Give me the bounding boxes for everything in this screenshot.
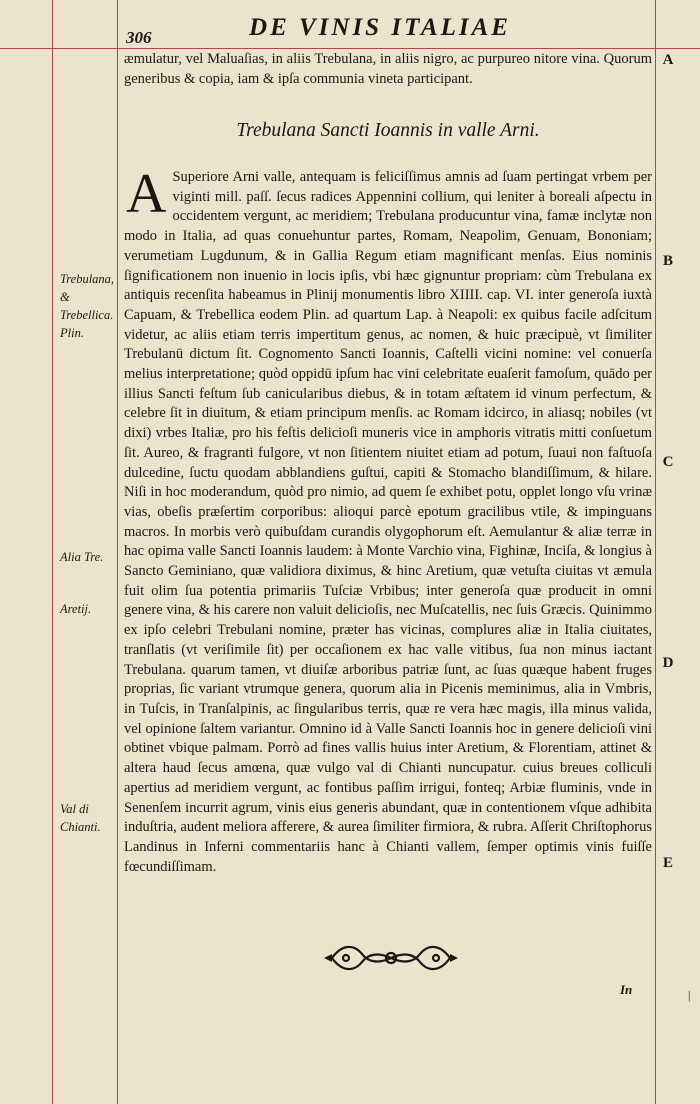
catchword: In (620, 982, 633, 997)
main-paragraph (124, 163, 652, 877)
page-number: 306 (126, 28, 152, 47)
marginal-note-aretij: Aretij. (60, 602, 92, 616)
decorative-ornament (322, 940, 460, 976)
marginal-note-alia-tre: Alia Tre. (60, 550, 104, 564)
margin-letter-e: E (662, 855, 673, 871)
right-margin-rule (655, 0, 656, 1104)
intro-paragraph: æmulatur, vel Maluaſias, in aliis Trebulana, in aliis nigro, ac purpureo nitore vina. Quorum generibus & copia, iam & ipſa communia vineta participant. (124, 51, 652, 87)
marginal-note-trebulana: Trebulana, & Trebellica. Plin. (60, 272, 115, 340)
header-rule (0, 48, 700, 49)
main-paragraph-text: Superiore Arni valle, antequam is feliciſſimus amnis ad ſuam pertingat vrbem per viginti mill. paſſ. ſecus radices Appennini collium, qui leniter à boreali aſpectu in occidentem vergunt, ac meridiem; Trebulana producuntur vina, famæ inclytæ non modo in Italia, ad quas conuehuntur partes, Romam, Neapolim, Genuam, Bononiam; verumetiam Lugdunum, & in Gallia Regum etiam magnificant menſas. Eius nominis ſignificationem non inuenio in locis ipſis, vbi hæc gignuntur propriam: cùm Trebulana ex antiquis recenſita habeamus in Plinij monumentis libro XIIII. cap. VI. inter generoſa iuxtà Capuam, & Trebellica eodem Plin. ad quartum Lap. à Neapoli: ex quibus facile adſcitum videtur, ac aliis etiam terris impertitum genus, ac nomen, & huic præcipuè, vt ſimiliter Trebulanū dictum ſit. Cognomento Sancti Ioannis, Caſtelli vicini nomine: vel conuerſa melius interpretatione; quòd oppidū ipſum hac vini celebritate euaſerit famoſum, quādo per illius Sancti feſtum ſub canicularibus diebus, & in totam æſtatem id vinum perfectum, & celebre ſit in diuitum, & etiam principum menſis. ac Romam idcirco, in aliasq; nobiles (vt dixi) vrbes Italiæ, pro his feſtis delicioſi muneris vice in amphoris vitratis mitti conſuetum ſit. Aureo, & fragranti fulgore, vt non ſitientem niuitet etiam ad potum, ſuaui non faſtuoſa dulcedine, ſuctu quodam abblandiens guſtui, capiti & Stomacho blandiſſimum, & hilare. Niſi in hoc moderandum, quòd pro nimio, ad quem ſe exhibet potu, opplet longo vſu vrinæ vias, obeſis præſertim corporibus: alioqui parcè epotum gracilibus vtile, & impinguans macros. In morbis verò quibuſdam curandis olygophorum eſt. Aemulantur & aliæ terræ in hac opima valle Sancti Ioannis laudem: à Monte Varchio vina, Fighinæ, Inciſa, & longius à Sancto Geminiano, quæ validiora diximus, & hinc Aretium, quæ vetuſta ciuitas vt æmula fuit olim ſua potentia primariis Tuſciæ Vrbibus; inter generoſa quæ producit in omni genere vina, & his carere non valuit delicioſis, nec Muſcatellis, nec ſuis Græcis. Quinimmo ex ipſo celebri Trebulani nomine, præter has vicinas, complures aliæ in Italia ciuitates, tranſlatis (vt veriſimile ſit) per occaſionem ex hac valle vitibus, ſua non minus iactant Trebulana. quarum tamen, vt diuiſæ arboribus patriæ ſunt, ac ſuas quæque habent fruges proprias, ſic variant vtrumque genera, quorum alia in Picenis meminimus, alia in Vmbris, in Tuſcis, in Tranſalpinis, ac ſingularibus terris, quæ re vera hæc magis, illa minus valida, vel opinione ſaltem variantur. Omnino id à Valle Sancti Ioannis hoc in genere delicioſi vini obtinet vbique palmam. Porrò ad fines vallis huius inter Aretium, & Florentiam, attinet & altera haud ſecus amœna, quæ vulgo val di Chianti nuncupatur. cuius breues colliculi apertius ad meridiem vergunt, ac fontibus paſſim irrigui, fonteq; Arbiæ fluminis, vnde in Senenſem incurrit agrum, vinis eius generis abundant, quæ in contentionem vſque adhibita induſtria, audent meliora afferere, & aurea ſimiliter firmiora, & rubra. Aſſerit Chriſtophorus Landinus in Inferni commentariis hanc à Chianti vallem, ſemper optimis vinis fuiſſe fœcundiſſimam. (124, 169, 652, 875)
left-margin-rule-outer (52, 0, 53, 1104)
margin-letter-a: A (662, 52, 674, 68)
marginal-note-val-di-chianti: Val di Chianti. (60, 802, 101, 834)
margin-letter-d: D (662, 655, 674, 671)
edge-mark: | (688, 988, 691, 1002)
running-title: DE VINIS ITALIAE (249, 14, 511, 41)
margin-letter-c: C (662, 454, 674, 470)
drop-cap: A (126, 163, 167, 225)
margin-letter-b: B (662, 253, 673, 269)
section-heading: Trebulana Sancti Ioannis in valle Arni. (236, 120, 540, 141)
